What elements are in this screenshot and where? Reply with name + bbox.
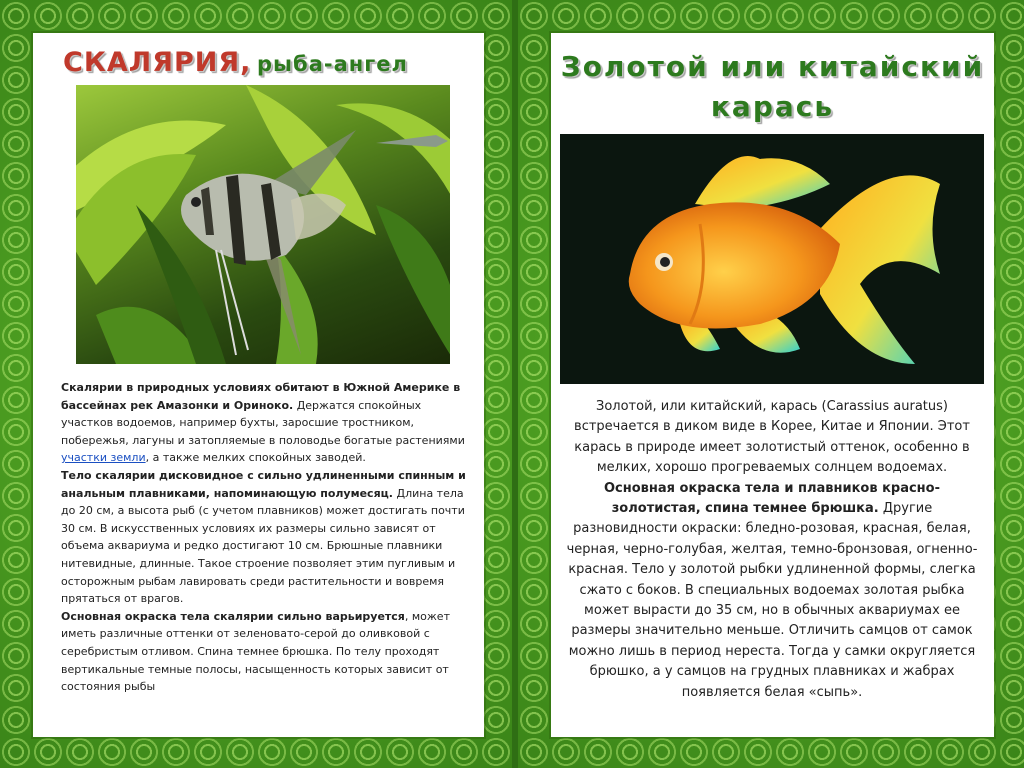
goldfish-color-text: Другие разновидности окраски: бледно-розовая, красная, белая, черная, черно-голубая, желтая, темно-бронзовая, огненно-красная. Тело у золотой рыбки удлиненной формы, слегка сжато с боков. В специальных водоемах золотая рыбка может вырасти до 35 см, но в обычных аквариумах ее размеры значительно меньше. Отличить самцов от самок можно лишь в период нереста. Тогда у самки округляется брюшко, а у самцов на грудных плавниках и жабрах появляется белая «сыпь». <box>566 501 978 700</box>
land-areas-link[interactable]: участки земли <box>61 451 146 465</box>
angelfish-photo <box>76 85 450 364</box>
angelfish-body-text: Длина тела до 20 см, а высота рыб (с учетом плавников) может достигать почти 30 см. В искусственных условиях их размеры сильно зависят от объема аквариума и редко достигают 10 см. Брюшные плавники нитевидные, длинные. Такое строение позволяет этим пугливым и осторожным рыбам лавировать среди растительности и вовремя прятаться от врагов. <box>61 486 465 606</box>
angelfish-paragraph-color <box>61 608 471 696</box>
angelfish-habitat-bold: Скалярии в природных условиях обитают в Южной Америке в бассейнах рек Амазонки и Ориноко. <box>61 381 461 412</box>
angelfish-title-main: СКАЛЯРИЯ, <box>63 47 252 78</box>
angelfish-title <box>63 47 463 78</box>
angelfish-body-bold: Тело скалярии дисковидное с сильно удлиненными спинным и анальным плавниками, напоминающую полумесяц. <box>61 468 466 500</box>
goldfish-title-line2: карась <box>710 90 835 123</box>
goldfish-paragraph-range: Золотой, или китайский, карась (Carassius auratus) встречается в диком виде в Корее, Китае и Японии. Этот карась в природе имеет золотистый оттенок, особенно в мелких, хорошо прогреваемых солнцем водоемах. <box>574 399 970 476</box>
goldfish-description <box>565 397 979 703</box>
angelfish-color-bold: Основная окраска тела скалярии сильно варьируется <box>61 609 405 623</box>
angelfish-card <box>33 33 484 737</box>
angelfish-paragraph-habitat <box>61 379 471 467</box>
angelfish-habitat-text: Держатся спокойных участков водоемов, например бухты, заросшие тростником, побережья, лагуны и затопляемые в половодье богатые растениями <box>61 398 465 447</box>
angelfish-title-sub: рыба-ангел <box>257 52 408 76</box>
angelfish-habitat-end: , а также мелких спокойных заводей. <box>145 451 366 465</box>
goldfish-title <box>551 47 994 127</box>
goldfish-title-line1: Золотой или китайский <box>560 50 985 83</box>
angelfish-color-text: , может иметь различные оттенки от зеленовато-серой до оливковой с серебристым отливом. Спина темнее брюшка. По телу проходят вертикальные темные полосы, насыщенность которых зависит от состояния рыбы <box>61 609 450 694</box>
goldfish-paragraph-color <box>565 479 979 703</box>
goldfish-color-bold: Основная окраска тела и плавников красно-золотистая, спина темнее брюшка. <box>603 480 940 517</box>
angelfish-description <box>61 379 471 696</box>
goldfish-card <box>551 33 994 737</box>
goldfish-photo <box>560 134 984 384</box>
angelfish-paragraph-body <box>61 467 471 608</box>
